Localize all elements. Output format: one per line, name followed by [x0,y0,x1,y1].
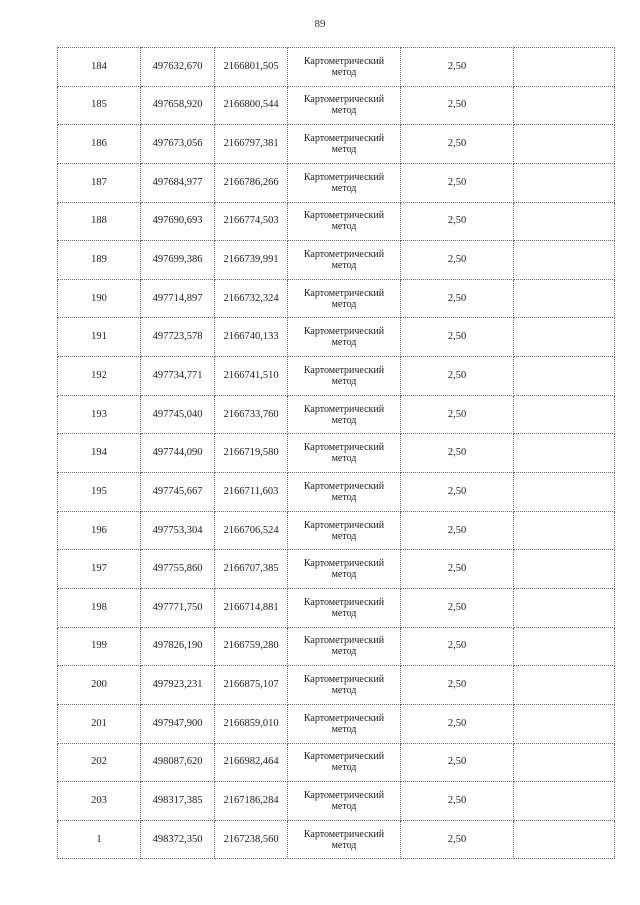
point-number-cell: 199 [58,627,141,666]
x-coordinate-cell: 498087,620 [141,743,215,782]
method-cell [288,743,401,782]
x-coordinate-cell: 497673,056 [141,125,215,164]
accuracy-cell: 2,50 [401,395,514,434]
table-row [58,125,615,164]
method-cell [288,279,401,318]
y-coordinate-cell: 2166786,266 [215,163,288,202]
x-coordinate-cell: 498317,385 [141,782,215,821]
x-coordinate-cell: 497744,090 [141,434,215,473]
method-cell [288,86,401,125]
method-cell [288,434,401,473]
point-number-cell: 201 [58,704,141,743]
y-coordinate-cell: 2166714,881 [215,588,288,627]
x-coordinate-cell: 497684,977 [141,163,215,202]
method-label-line1: Картометрический [303,519,385,531]
method-label-line1: Картометрический [303,674,385,686]
note-cell [514,666,615,705]
method-label-line1: Картометрический [303,210,385,222]
method-cell [288,202,401,241]
method-cell [288,395,401,434]
y-coordinate-cell: 2166732,324 [215,279,288,318]
x-coordinate-cell: 497714,897 [141,279,215,318]
x-coordinate-cell: 497745,667 [141,473,215,512]
point-number-cell: 190 [58,279,141,318]
method-label-line2: метод [331,762,357,774]
method-label-line2: метод [331,569,357,581]
method-label-line1: Картометрический [303,480,385,492]
method-cell [288,163,401,202]
method-label-line1: Картометрический [303,364,385,376]
x-coordinate-cell: 497771,750 [141,588,215,627]
accuracy-cell: 2,50 [401,473,514,512]
point-number-cell: 187 [58,163,141,202]
note-cell [514,434,615,473]
accuracy-cell: 2,50 [401,743,514,782]
method-label-line2: метод [331,105,357,117]
y-coordinate-cell: 2167238,560 [215,820,288,859]
method-label-line2: метод [331,685,357,697]
note-cell [514,48,615,87]
method-cell [288,473,401,512]
accuracy-cell: 2,50 [401,318,514,357]
note-cell [514,782,615,821]
note-cell [514,86,615,125]
method-cell [288,125,401,164]
point-number-cell: 195 [58,473,141,512]
method-label-line2: метод [331,453,357,465]
note-cell [514,704,615,743]
y-coordinate-cell: 2166982,464 [215,743,288,782]
table-row [58,163,615,202]
method-cell [288,357,401,396]
method-label-line2: метод [331,839,357,851]
note-cell [514,279,615,318]
note-cell [514,395,615,434]
table-row [58,202,615,241]
table-row [58,318,615,357]
method-cell [288,550,401,589]
point-number-cell: 186 [58,125,141,164]
accuracy-cell: 2,50 [401,588,514,627]
method-label-line2: метод [331,800,357,812]
y-coordinate-cell: 2166739,991 [215,241,288,280]
y-coordinate-cell: 2166719,580 [215,434,288,473]
x-coordinate-cell: 497699,386 [141,241,215,280]
table-row [58,666,615,705]
method-cell [288,588,401,627]
x-coordinate-cell: 498372,350 [141,820,215,859]
point-number-cell: 200 [58,666,141,705]
method-label-line1: Картометрический [303,287,385,299]
method-label-line2: метод [331,414,357,426]
x-coordinate-cell: 497734,771 [141,357,215,396]
method-label-line2: метод [331,723,357,735]
y-coordinate-cell: 2166859,010 [215,704,288,743]
table-row [58,241,615,280]
y-coordinate-cell: 2166774,503 [215,202,288,241]
x-coordinate-cell: 497755,860 [141,550,215,589]
note-cell [514,743,615,782]
method-label-line1: Картометрический [303,751,385,763]
accuracy-cell: 2,50 [401,820,514,859]
note-cell [514,511,615,550]
point-number-cell: 203 [58,782,141,821]
method-label-line2: метод [331,646,357,658]
table-row [58,627,615,666]
accuracy-cell: 2,50 [401,48,514,87]
point-number-cell: 188 [58,202,141,241]
method-label-line1: Картометрический [303,55,385,67]
method-label-line2: метод [331,260,357,272]
x-coordinate-cell: 497753,304 [141,511,215,550]
method-cell [288,666,401,705]
method-label-line1: Картометрический [303,403,385,415]
y-coordinate-cell: 2166733,760 [215,395,288,434]
accuracy-cell: 2,50 [401,279,514,318]
x-coordinate-cell: 497658,920 [141,86,215,125]
y-coordinate-cell: 2166711,603 [215,473,288,512]
method-label-line1: Картометрический [303,789,385,801]
point-number-cell: 194 [58,434,141,473]
note-cell [514,588,615,627]
x-coordinate-cell: 497745,040 [141,395,215,434]
table-row [58,279,615,318]
method-label-line1: Картометрический [303,133,385,145]
method-cell [288,318,401,357]
note-cell [514,627,615,666]
table-row [58,86,615,125]
accuracy-cell: 2,50 [401,511,514,550]
method-cell [288,627,401,666]
table-row [58,511,615,550]
coordinates-table-body [58,48,615,859]
accuracy-cell: 2,50 [401,627,514,666]
method-label-line1: Картометрический [303,828,385,840]
accuracy-cell: 2,50 [401,125,514,164]
coordinates-table [57,47,615,859]
point-number-cell: 185 [58,86,141,125]
note-cell [514,550,615,589]
accuracy-cell: 2,50 [401,202,514,241]
table-row [58,588,615,627]
x-coordinate-cell: 497947,900 [141,704,215,743]
accuracy-cell: 2,50 [401,163,514,202]
y-coordinate-cell: 2166706,524 [215,511,288,550]
accuracy-cell: 2,50 [401,241,514,280]
method-label-line1: Картометрический [303,596,385,608]
table-row [58,782,615,821]
table-row [58,820,615,859]
method-label-line1: Картометрический [303,712,385,724]
method-label-line2: метод [331,491,357,503]
method-label-line2: метод [331,221,357,233]
note-cell [514,241,615,280]
method-label-line1: Картометрический [303,442,385,454]
accuracy-cell: 2,50 [401,666,514,705]
note-cell [514,473,615,512]
table-row [58,704,615,743]
point-number-cell: 198 [58,588,141,627]
y-coordinate-cell: 2166740,133 [215,318,288,357]
y-coordinate-cell: 2167186,284 [215,782,288,821]
y-coordinate-cell: 2166801,505 [215,48,288,87]
point-number-cell: 193 [58,395,141,434]
x-coordinate-cell: 497723,578 [141,318,215,357]
method-label-line2: метод [331,607,357,619]
method-cell [288,782,401,821]
y-coordinate-cell: 2166707,385 [215,550,288,589]
method-label-line1: Картометрический [303,171,385,183]
method-label-line2: метод [331,298,357,310]
point-number-cell: 1 [58,820,141,859]
y-coordinate-cell: 2166797,381 [215,125,288,164]
accuracy-cell: 2,50 [401,86,514,125]
x-coordinate-cell: 497826,190 [141,627,215,666]
method-label-line2: метод [331,144,357,156]
note-cell [514,357,615,396]
method-label-line1: Картометрический [303,94,385,106]
y-coordinate-cell: 2166800,544 [215,86,288,125]
table-row [58,357,615,396]
method-cell [288,48,401,87]
method-label-line1: Картометрический [303,326,385,338]
accuracy-cell: 2,50 [401,782,514,821]
point-number-cell: 192 [58,357,141,396]
note-cell [514,202,615,241]
page-number: 89 [314,18,326,30]
accuracy-cell: 2,50 [401,434,514,473]
point-number-cell: 202 [58,743,141,782]
table-row [58,743,615,782]
method-label-line2: метод [331,375,357,387]
note-cell [514,163,615,202]
note-cell [514,820,615,859]
x-coordinate-cell: 497632,670 [141,48,215,87]
method-cell [288,511,401,550]
method-label-line2: метод [331,66,357,78]
note-cell [514,318,615,357]
method-label-line2: метод [331,337,357,349]
point-number-cell: 184 [58,48,141,87]
method-label-line2: метод [331,530,357,542]
table-row [58,395,615,434]
point-number-cell: 191 [58,318,141,357]
method-label-line1: Картометрический [303,249,385,261]
accuracy-cell: 2,50 [401,704,514,743]
method-cell [288,704,401,743]
table-row [58,434,615,473]
note-cell [514,125,615,164]
method-label-line1: Картометрический [303,558,385,570]
point-number-cell: 197 [58,550,141,589]
point-number-cell: 189 [58,241,141,280]
table-row [58,48,615,87]
method-cell [288,241,401,280]
table-row [58,550,615,589]
accuracy-cell: 2,50 [401,357,514,396]
y-coordinate-cell: 2166875,107 [215,666,288,705]
method-label-line2: метод [331,182,357,194]
x-coordinate-cell: 497690,693 [141,202,215,241]
method-label-line1: Картометрический [303,635,385,647]
x-coordinate-cell: 497923,231 [141,666,215,705]
y-coordinate-cell: 2166741,510 [215,357,288,396]
method-cell [288,820,401,859]
table-row [58,473,615,512]
accuracy-cell: 2,50 [401,550,514,589]
y-coordinate-cell: 2166759,280 [215,627,288,666]
point-number-cell: 196 [58,511,141,550]
